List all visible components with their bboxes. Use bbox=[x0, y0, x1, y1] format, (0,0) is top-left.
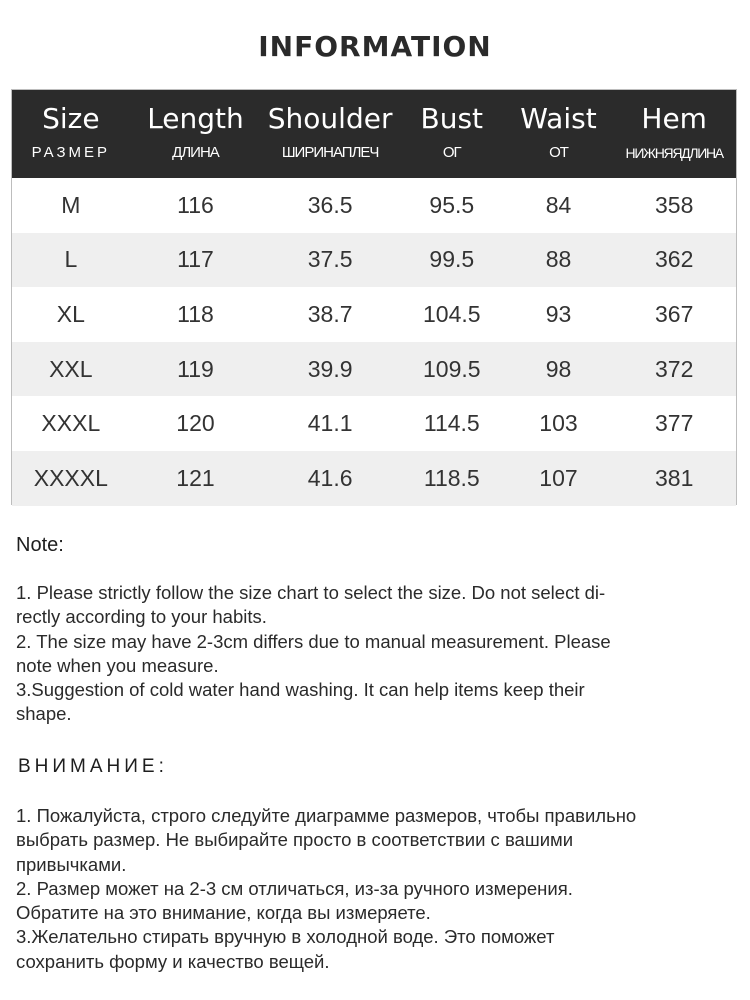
table-header bbox=[12, 90, 736, 178]
note-line: 1. Please strictly follow the size chart to select the size. Do not select di- bbox=[16, 582, 606, 603]
table-body bbox=[12, 178, 736, 506]
table-cell: 117 bbox=[177, 246, 214, 273]
table-cell: 104.5 bbox=[423, 300, 481, 327]
header-bust bbox=[399, 90, 505, 178]
header-size bbox=[12, 90, 130, 178]
header-sublabel: ОТ bbox=[549, 144, 568, 161]
table-cell: 118 bbox=[177, 300, 214, 327]
header-hem bbox=[612, 90, 736, 178]
table-cell: 362 bbox=[654, 246, 694, 273]
table-row bbox=[12, 287, 736, 342]
table-cell: 358 bbox=[654, 191, 694, 218]
table-row bbox=[12, 396, 736, 451]
table-cell: 84 bbox=[545, 191, 572, 218]
header-sublabel: ДЛИНА bbox=[172, 144, 219, 161]
table-cell: 116 bbox=[177, 191, 214, 218]
table-cell: 93 bbox=[545, 300, 572, 327]
ru-note-line: 2. Размер может на 2-3 см отличаться, из-за ручного измерения. bbox=[16, 877, 573, 899]
table-cell: 99.5 bbox=[429, 246, 475, 273]
table-cell: 38.7 bbox=[307, 300, 353, 327]
note-line: 3.Suggestion of cold water hand washing. It can help items keep their bbox=[16, 679, 585, 701]
table-cell: 119 bbox=[177, 355, 214, 382]
header-sublabel: НИЖНЯЯДЛИНА bbox=[625, 145, 723, 161]
header-label: Length bbox=[147, 102, 244, 135]
ru-note-line: привычками. bbox=[16, 853, 127, 875]
table-cell: XXXL bbox=[41, 410, 101, 437]
table-cell: 367 bbox=[654, 300, 694, 327]
table-cell: 109.5 bbox=[423, 355, 481, 382]
note-line: shape. bbox=[16, 703, 72, 725]
table-cell: 37.5 bbox=[307, 246, 353, 273]
table-cell: 39.9 bbox=[307, 355, 353, 382]
ru-note-line: выбрать размер. Не выбирайте просто в соответствии с вашими bbox=[16, 829, 574, 851]
table-cell: 372 bbox=[654, 355, 694, 382]
table-cell: 88 bbox=[545, 246, 572, 273]
note-line: note when you measure. bbox=[16, 654, 219, 676]
table-cell: 377 bbox=[654, 410, 694, 437]
ru-note-line: сохранить форму и качество вещей. bbox=[16, 950, 330, 972]
table-cell: L bbox=[64, 246, 78, 273]
ru-note-line: Обратите на это внимание, когда вы измеряете. bbox=[16, 902, 431, 924]
note-title: Note: bbox=[16, 534, 64, 556]
table-cell: 98 bbox=[545, 355, 572, 382]
header-label: Hem bbox=[641, 102, 707, 135]
header-label: Shoulder bbox=[267, 102, 393, 135]
table-cell: XXXXL bbox=[33, 464, 108, 491]
table-cell: 120 bbox=[176, 410, 215, 437]
table-row bbox=[12, 233, 736, 288]
header-sublabel: ШИРИНАПЛЕЧ bbox=[281, 144, 379, 161]
header-label: Size bbox=[42, 102, 100, 135]
table-cell: 36.5 bbox=[307, 191, 353, 218]
ru-note-text bbox=[16, 804, 736, 974]
table-row bbox=[12, 342, 736, 397]
table-cell: 95.5 bbox=[429, 191, 475, 218]
header-label: Bust bbox=[420, 102, 484, 135]
ru-note-title: ВНИМАНИЕ: bbox=[18, 756, 168, 777]
table-cell: XL bbox=[56, 300, 85, 327]
note-line: 2. The size may have 2-3cm differs due to manual measurement. Please bbox=[16, 630, 611, 652]
table-cell: 121 bbox=[176, 464, 215, 491]
table-cell: 381 bbox=[654, 464, 694, 491]
table-cell: 103 bbox=[539, 410, 578, 437]
table-cell: 118.5 bbox=[423, 464, 480, 491]
header-length bbox=[130, 90, 262, 178]
table-cell: 41.1 bbox=[307, 410, 353, 437]
header-sublabel: РАЗМЕР bbox=[31, 144, 111, 161]
ru-note-line: 3.Желательно стирать вручную в холодной воде. Это поможет bbox=[16, 926, 555, 948]
note-line: rectly according to your habits. bbox=[16, 606, 267, 628]
note-text bbox=[16, 581, 736, 727]
header-shoulder bbox=[261, 90, 399, 178]
table-cell: 107 bbox=[539, 464, 578, 491]
header-waist bbox=[505, 90, 613, 178]
table-row bbox=[12, 178, 736, 233]
table-cell: 114.5 bbox=[423, 410, 480, 437]
page-title: INFORMATION bbox=[258, 30, 492, 63]
header-label: Waist bbox=[520, 102, 597, 135]
table-cell: 41.6 bbox=[307, 464, 353, 491]
header-sublabel: ОГ bbox=[442, 144, 461, 161]
table-row bbox=[12, 451, 736, 506]
size-chart-table bbox=[11, 89, 737, 505]
ru-note-line: 1. Пожалуйста, строго следуйте диаграмме размеров, чтобы правильно bbox=[16, 805, 637, 826]
table-cell: M bbox=[61, 191, 81, 218]
table-cell: XXL bbox=[49, 355, 93, 382]
